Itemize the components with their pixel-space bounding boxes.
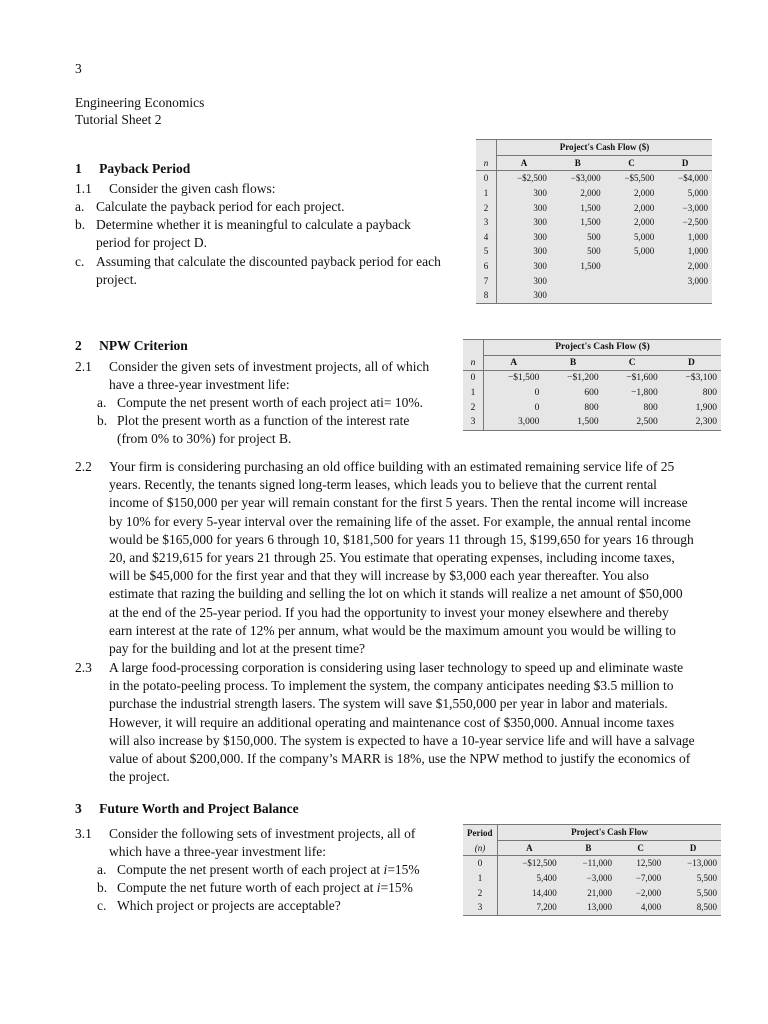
table-3-n-header: (n) <box>463 840 498 856</box>
course-title: Engineering Economics <box>75 95 205 110</box>
table-3-col-a: A <box>498 840 561 856</box>
table-1-col-b: B <box>551 155 605 171</box>
table-1-row <box>476 215 712 230</box>
table-3-value-cell: 4,000 <box>616 900 665 915</box>
table-3-period-cell: 2 <box>463 885 498 900</box>
table-3-value-cell: 5,500 <box>696 887 717 898</box>
table-1-value-cell: 5,000 <box>634 231 655 242</box>
table-1-value-cell: 2,000 <box>634 217 655 228</box>
question-text: Your firm is considering purchasing an old office building with an estimated remaining service life of 25 years. Recently, the tenants signed long-term leases, which leads you to believe that the current rental income of $150,000 per year will remain constant for the first 5 years. Then the rental income will increase by 10% for every 5-year interval over the remaining life of the asset. For example, the annual rental income would be $165,000 for years 6 through 10, $181,500 for years 11 through 15, $199,650 for years 16 through 20, and $219,615 for years 21 through 25. You estimate that operating expenses, including income taxes, will be $45,000 for the first year and that they will increase by $3,000 each year thereafter. You also estimate that razing the building and selling the lot on which it stands will realize a net amount of $50,000 at the end of the 25-year period. If you had the opportunity to invest your money elsewhere and thereby earn interest at the rate of 12% per annum, what would be the maximum amount you would be willing to pay for the building and lot at the present time? <box>109 459 694 657</box>
table-1-period-cell: 5 <box>476 244 497 259</box>
table-2-value-cell: −$1,500 <box>507 373 540 384</box>
table-1-period-cell: 1 <box>476 186 497 201</box>
table-1-row <box>476 259 712 274</box>
table-1-row <box>476 288 712 303</box>
item-text: Which project or projects are acceptable? <box>117 898 341 913</box>
table-2-period-cell: 3 <box>463 415 484 430</box>
table-3-row <box>463 856 721 871</box>
table-3-value-cell: 21,000 <box>587 887 612 898</box>
item-3-1b <box>97 879 413 897</box>
sheet-title: Tutorial Sheet 2 <box>75 112 162 127</box>
table-1-period-cell: 0 <box>476 171 497 186</box>
table-1-row <box>476 273 712 288</box>
table-2-row <box>463 415 721 430</box>
interest-symbol: i <box>376 880 381 895</box>
table-2-value-cell: −$1,600 <box>626 373 658 384</box>
table-1-col-c: C <box>605 155 659 171</box>
table-3-col-c: C <box>616 840 665 856</box>
table-1-value-cell: −$2,500 <box>517 173 547 184</box>
table-1-period-cell: 7 <box>476 273 497 288</box>
table-1-row <box>476 200 712 215</box>
table-1-value-cell: 5,000 <box>687 188 708 199</box>
table-1-value-cell: 1,500 <box>580 261 601 272</box>
section-1-title: Payback Period <box>99 161 191 176</box>
table-3-value-cell: −2,000 <box>635 887 662 898</box>
table-1-period-cell: 8 <box>476 288 497 303</box>
table-2-value-cell: 600 <box>584 388 599 399</box>
section-1-number: 1 <box>75 161 82 176</box>
table-2-period-cell: 0 <box>463 371 484 386</box>
table-1-row <box>476 230 712 245</box>
table-2-value-cell: 3,000 <box>484 415 544 430</box>
table-2-row <box>463 371 721 386</box>
page-number: 3 <box>75 61 82 76</box>
table-2-value-cell: 800 <box>584 402 599 413</box>
question-text-cont: have a three-year investment life: <box>109 377 290 392</box>
table-1-col-d: D <box>658 155 712 171</box>
table-1-value-cell: −$4,000 <box>678 173 708 184</box>
table-1-value-cell: 1,500 <box>580 202 601 213</box>
table-3-period-cell: 0 <box>463 856 498 871</box>
item-text: Plot the present worth as a function of the interest rate <box>117 413 410 428</box>
item-text-cont: (from 0% to 30%) for project B. <box>117 431 292 446</box>
table-1-value-cell: 2,000 <box>634 202 655 213</box>
table-1-value-cell: 500 <box>587 231 601 242</box>
table-2-value-cell: 2,500 <box>603 415 662 430</box>
table-3-title: Project's Cash Flow <box>498 825 722 841</box>
table-3-period-header: Period <box>463 825 498 841</box>
item-text <box>117 861 420 879</box>
table-1-value-cell: −$3,000 <box>570 173 601 184</box>
table-1-period-cell: 2 <box>476 200 497 215</box>
item-text-pre: Compute the net future worth of each project at <box>117 880 377 895</box>
table-2-period-cell: 1 <box>463 386 484 401</box>
table-2-value-cell: −$1,200 <box>567 373 599 384</box>
question-text: Consider the given cash flows: <box>109 181 276 196</box>
section-2-number: 2 <box>75 338 82 353</box>
table-3-value-cell: 7,200 <box>498 900 561 915</box>
item-label: c. <box>97 898 107 913</box>
table-2-col-d: D <box>662 355 721 371</box>
question-1-1 <box>75 180 276 198</box>
table-2-col-b: B <box>543 355 602 371</box>
item-label: b. <box>75 217 86 232</box>
item-3-1c <box>97 897 341 915</box>
table-3-value-cell: −11,000 <box>582 858 612 869</box>
table-1-value-cell <box>551 273 605 288</box>
table-1-row <box>476 186 712 201</box>
table-3-value-cell: 14,400 <box>531 887 557 898</box>
interest-symbol: i <box>383 862 388 877</box>
section-2-title: NPW Criterion <box>99 338 188 353</box>
table-1-value-cell: 5,000 <box>634 246 655 257</box>
section-2-heading <box>75 338 188 354</box>
table-1-value-cell: 2,000 <box>687 261 708 272</box>
item-text: Calculate the payback period for each project. <box>96 199 345 214</box>
table-1-value-cell: −3,000 <box>682 202 708 213</box>
table-3-value-cell: −3,000 <box>586 873 612 884</box>
question-number: 1.1 <box>75 181 92 196</box>
table-2-value-cell: −1,800 <box>631 388 658 399</box>
table-2-col-c: C <box>603 355 662 371</box>
item-text-cont: project. <box>96 272 137 287</box>
item-text <box>117 879 413 897</box>
table-2-value-cell: 0 <box>534 402 540 413</box>
table-1-value-cell <box>658 288 712 303</box>
item-label: a. <box>97 862 107 877</box>
table-3-period-cell: 3 <box>463 900 498 915</box>
table-1-value-cell <box>605 288 659 303</box>
table-3-value-cell: 5,400 <box>536 873 557 884</box>
item-text-cont: period for project D. <box>96 235 207 250</box>
table-1-row <box>476 244 712 259</box>
table-1-period-cell: 3 <box>476 215 497 230</box>
question-2-3 <box>75 659 695 786</box>
section-3-heading <box>75 801 299 817</box>
table-1-value-cell: 300 <box>533 261 547 272</box>
item-label: a. <box>97 395 107 410</box>
table-2-n-header: n <box>463 355 484 371</box>
item-label: b. <box>97 880 108 895</box>
table-1-value-cell: 1,500 <box>580 217 601 228</box>
table-1-period-cell: 4 <box>476 230 497 245</box>
table-1-row <box>476 171 712 186</box>
table-3-period-cell: 1 <box>463 871 498 886</box>
table-3-col-d: D <box>665 840 721 856</box>
item-3-1a <box>97 861 420 879</box>
table-3-value-cell: 13,000 <box>561 900 616 915</box>
question-number: 2.1 <box>75 359 92 374</box>
table-1-value-cell: 300 <box>533 275 547 286</box>
table-3-value-cell: −$12,500 <box>522 858 557 869</box>
table-3-value-cell: 5,500 <box>696 873 717 884</box>
table-1-value-cell <box>551 288 605 303</box>
table-3-row <box>463 885 721 900</box>
question-number: 2.3 <box>75 660 92 675</box>
table-1-value-cell: 2,000 <box>634 188 655 199</box>
item-2-1a <box>97 394 424 412</box>
item-text-pre: Compute the net present worth of each project at <box>117 862 384 877</box>
table-2-value-cell: 0 <box>534 388 540 399</box>
table-1-value-cell: 1,000 <box>687 231 708 242</box>
table-2-title: Project's Cash Flow ($) <box>484 340 722 356</box>
table-2-value-cell: 800 <box>702 388 717 399</box>
table-2-value-cell: 800 <box>643 402 658 413</box>
table-1-col-a: A <box>497 155 551 171</box>
item-1c <box>75 253 475 287</box>
table-2-value-cell: −$3,100 <box>685 373 717 384</box>
table-3-value-cell: 12,500 <box>636 858 662 869</box>
table-1-n-header: n <box>476 155 497 171</box>
question-2-1 <box>75 358 465 392</box>
cash-flow-table-1 <box>476 139 712 304</box>
item-1b <box>75 216 475 250</box>
question-text: A large food-processing corporation is considering using laser technology to speed up and eliminate waste in the potato-peeling process. To implement the system, the company anticipates needing $3.5 million to purchase the industrial strength lasers. The system will save $1,550,000 per year in labor and materials. However, it will require an additional operating and maintenance cost of $350,000. Annual income taxes will also increase by $150,000. The system is expected to have a 10-year service life and will have a salvage value of about $200,000. If the company’s MARR is 18%, use the NPW method to justify the economics of the project. <box>109 660 695 785</box>
item-label: b. <box>97 413 108 428</box>
question-text-cont: which have a three-year investment life: <box>109 844 327 859</box>
table-1-value-cell: 300 <box>533 231 547 242</box>
table-2-row <box>463 400 721 415</box>
table-2-period-cell: 2 <box>463 400 484 415</box>
table-1-value-cell: 3,000 <box>687 275 708 286</box>
table-1-value-cell: 300 <box>533 217 547 228</box>
item-1a <box>75 198 475 216</box>
question-text: Consider the following sets of investment projects, all of <box>109 826 416 841</box>
table-1-value-cell: 1,000 <box>687 246 708 257</box>
table-3-row <box>463 871 721 886</box>
question-2-2 <box>75 458 695 658</box>
item-2-1b <box>97 412 410 446</box>
table-3-col-b: B <box>561 840 616 856</box>
table-2-value-cell: 1,900 <box>695 402 717 413</box>
table-1-period-cell: 6 <box>476 259 497 274</box>
item-text-post: =15% <box>387 862 420 877</box>
section-3-title: Future Worth and Project Balance <box>99 801 299 816</box>
section-3-number: 3 <box>75 801 82 816</box>
table-1-value-cell: 2,000 <box>580 188 601 199</box>
table-1-value-cell: −2,500 <box>682 217 708 228</box>
table-1-value-cell: 300 <box>533 202 547 213</box>
question-number: 3.1 <box>75 826 92 841</box>
table-1-title: Project's Cash Flow ($) <box>497 140 713 156</box>
item-label: c. <box>75 254 85 269</box>
table-1-value-cell: 300 <box>497 288 551 303</box>
table-1-value-cell: −$5,500 <box>624 173 655 184</box>
table-2-value-cell: 1,500 <box>543 415 602 430</box>
item-text: Assuming that calculate the discounted payback period for each <box>96 254 441 269</box>
question-number: 2.2 <box>75 459 92 474</box>
table-2-col-a: A <box>484 355 544 371</box>
table-3-row <box>463 900 721 915</box>
item-text: Compute the net present worth of each project ati= 10%. <box>117 395 424 410</box>
table-3-value-cell: 8,500 <box>665 900 721 915</box>
cash-flow-table-2 <box>463 339 721 431</box>
question-text: Consider the given sets of investment projects, all of which <box>109 359 430 374</box>
section-1-heading <box>75 161 190 177</box>
table-2-value-cell: 2,300 <box>662 415 721 430</box>
table-1-value-cell: 300 <box>533 246 547 257</box>
table-2-row <box>463 386 721 401</box>
question-3-1 <box>75 825 465 859</box>
table-1-value-cell <box>605 259 659 274</box>
cash-flow-table-3 <box>463 824 721 916</box>
table-1-value-cell: 300 <box>533 188 547 199</box>
item-text-post: =15% <box>380 880 413 895</box>
table-3-value-cell: −13,000 <box>687 858 717 869</box>
table-1-value-cell: 500 <box>587 246 601 257</box>
item-text: Determine whether it is meaningful to calculate a payback <box>96 217 411 232</box>
table-3-value-cell: −7,000 <box>635 873 662 884</box>
table-1-value-cell <box>605 273 659 288</box>
item-label: a. <box>75 199 85 214</box>
